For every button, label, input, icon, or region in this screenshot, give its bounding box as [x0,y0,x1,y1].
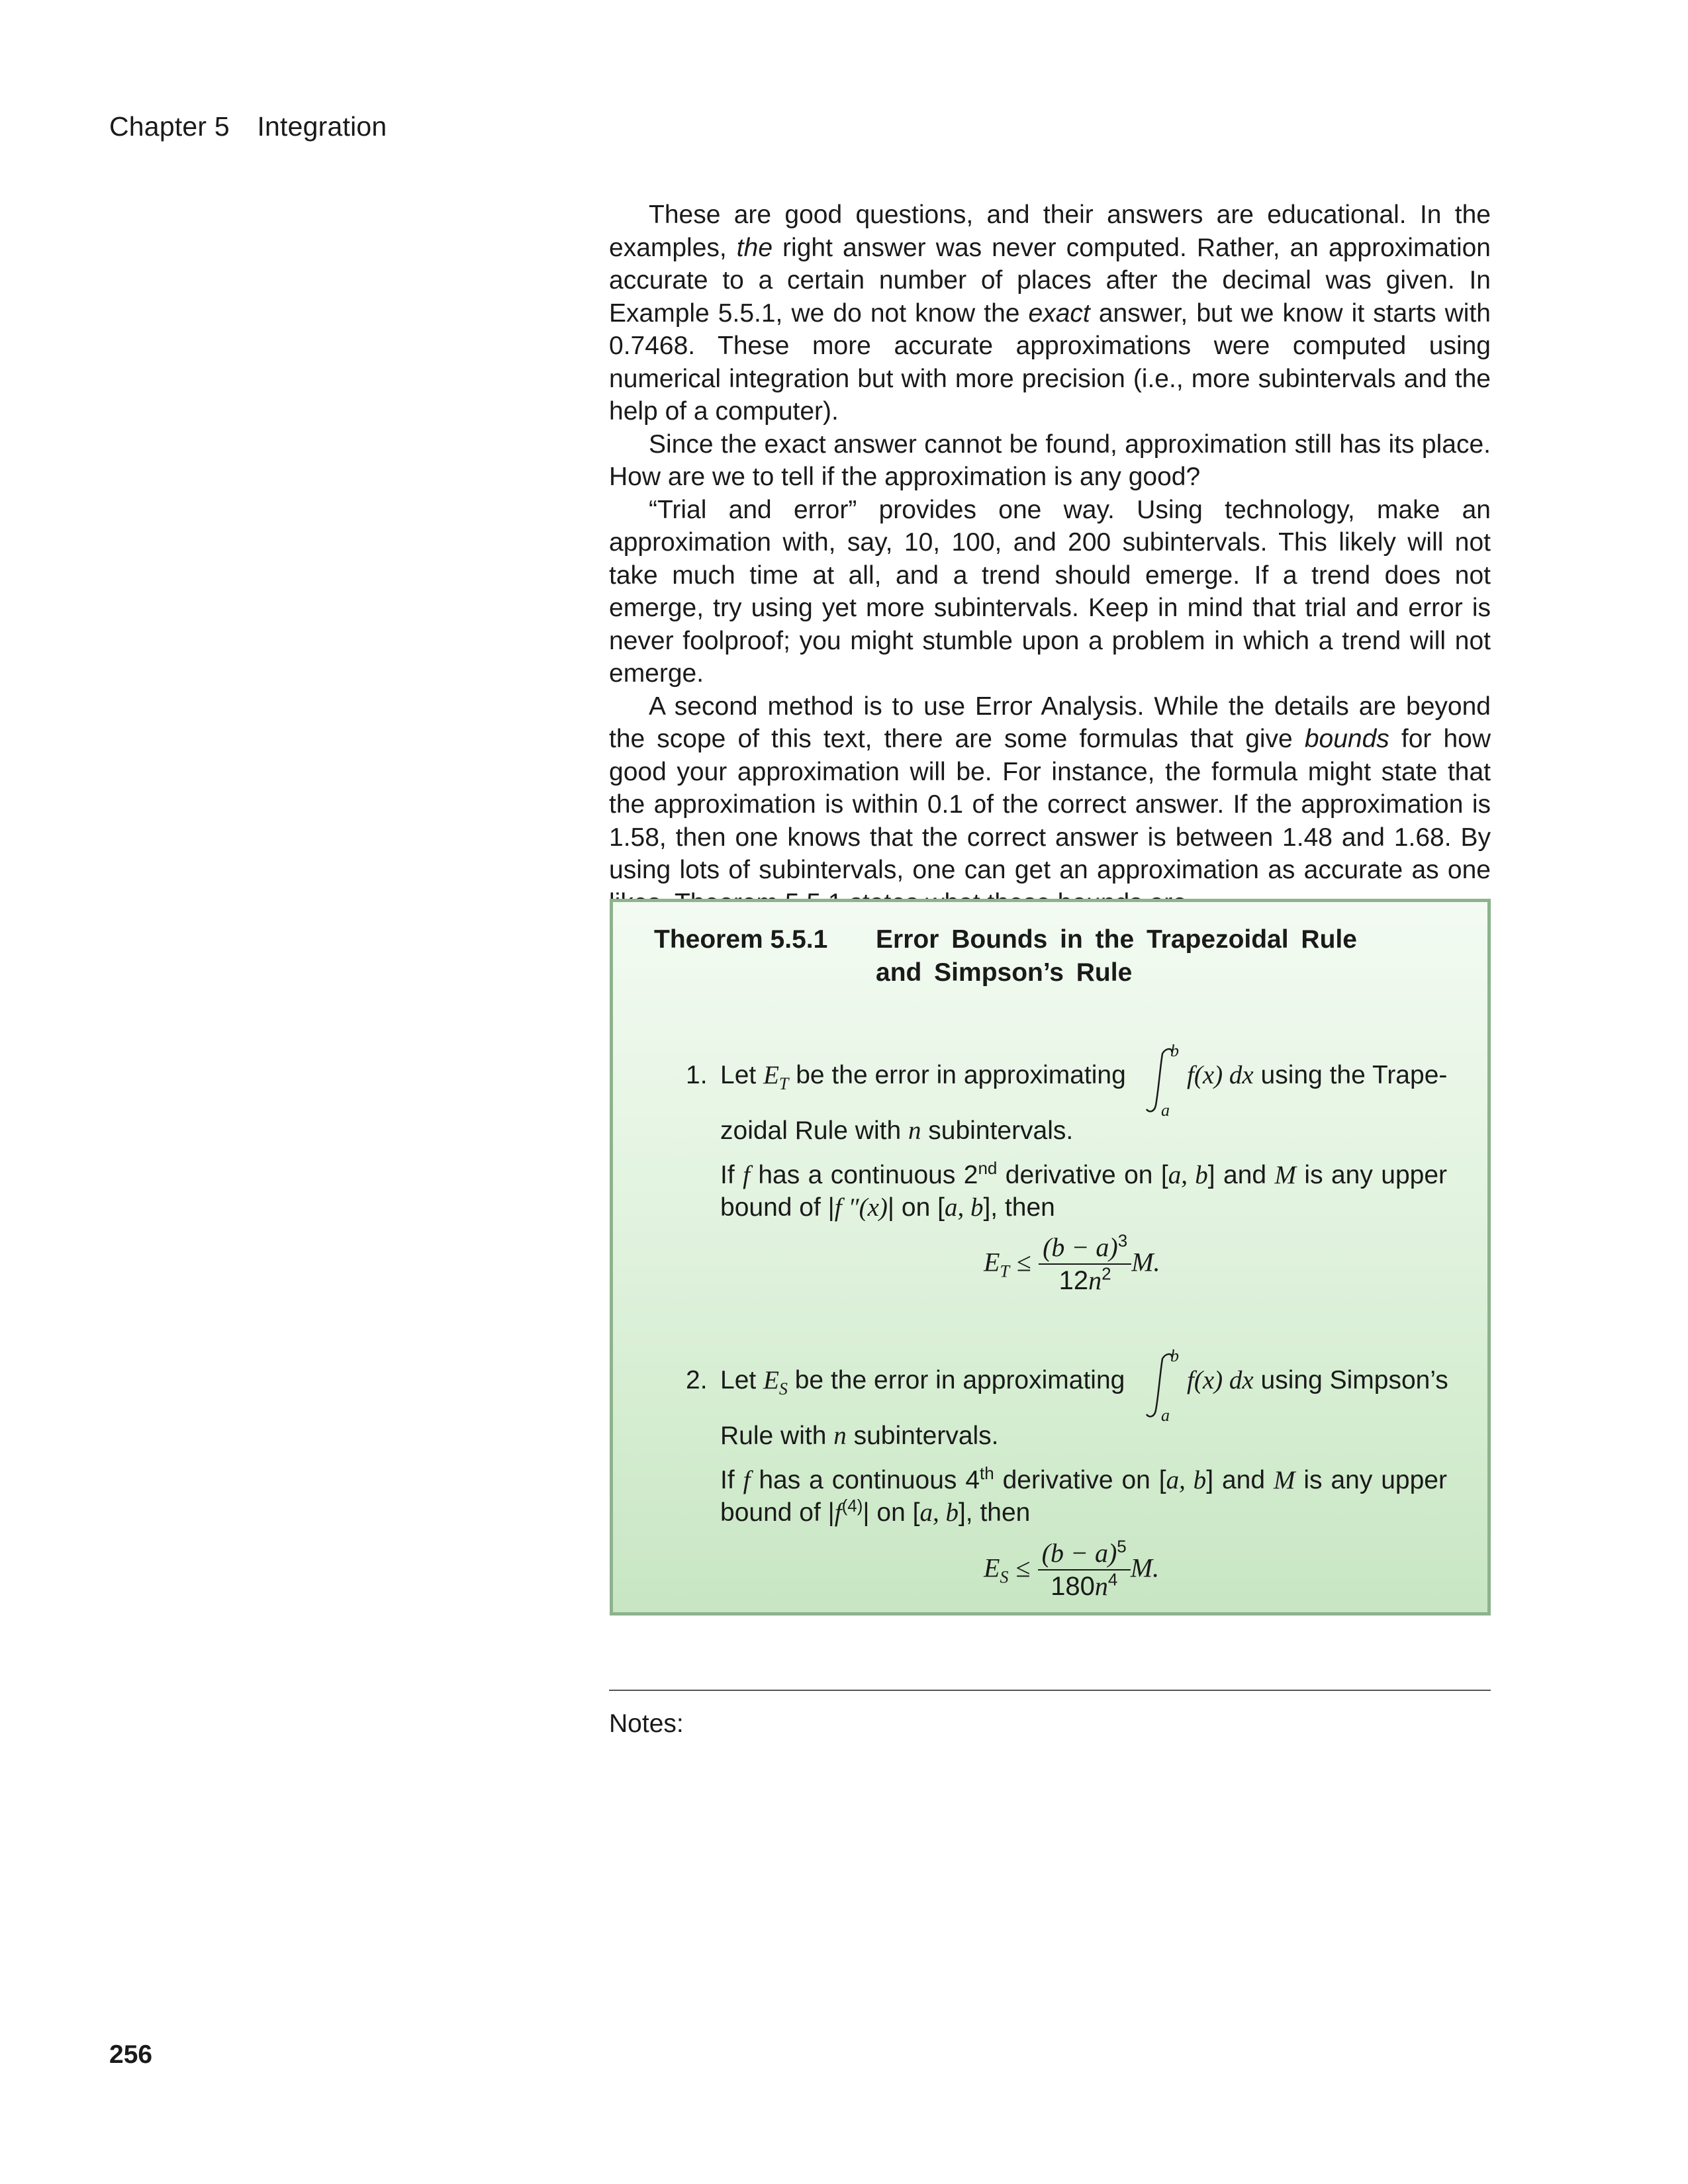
formula-numerator [1038,1537,1131,1570]
cond-m: M [1273,1466,1295,1494]
continuation-a: zoidal Rule with [720,1116,908,1145]
body-text [609,199,1491,919]
numerator-base: (b − a) [1043,1232,1118,1262]
post-integral-text [1187,1364,1448,1396]
theorem-title: Error Bounds in the Trapezoidal Rule and Simpson’s Rule [876,925,1357,987]
denominator-coefficient: 180 [1051,1572,1095,1601]
notes-label: Notes: [609,1709,684,1738]
cond-derivative-order: (4) [841,1496,863,1516]
paragraph-1-emphasis-the: the [736,233,773,262]
pre-integral-text: be the error in approximating [796,1061,1126,1089]
cond-g: ], then [958,1498,1031,1527]
paragraph-1 [609,199,1491,428]
cond-c: derivative on [ [997,1161,1168,1189]
post-integral-words: using the Trape- [1260,1061,1448,1089]
chapter-label: Chapter 5 [109,111,230,142]
numerator-exponent: 5 [1117,1536,1127,1557]
denominator-coefficient: 12 [1058,1266,1089,1295]
cond-e: is any upper bound of | [720,1466,1447,1527]
continuation-line [720,1420,1447,1452]
denominator-variable: n [1088,1265,1102,1295]
post-integral-text [1187,1059,1447,1091]
continuation-a: Rule with [720,1422,834,1450]
cond-g: ], then [983,1193,1055,1222]
paragraph-4-text-b: for how good your approximation will be. For instance, the formula might state that the approximation is within 0.1 of the correct answer. If the approximation is 1.58, then one knows that the correct answer is between 1.48 and 1.68. By using lots of subintervals, one can get an approximation as accurate as one [609,725,1491,884]
formula-numerator [1039,1232,1131,1265]
cond-e: is any upper bound of | [720,1161,1447,1222]
numerator-exponent: 3 [1117,1230,1128,1251]
denominator-variable: n [1094,1571,1108,1601]
page-number: 256 [109,2040,153,2069]
cond-a: If [720,1466,743,1494]
cond-f2: | on [ [863,1498,920,1527]
integral-upper-limit: b [1170,1044,1179,1060]
trapezoidal-error-formula [984,1232,1160,1297]
continuation-line [720,1115,1447,1147]
running-header [109,111,387,142]
cond-b: has a continuous 4 [750,1466,980,1494]
theorem-box [610,899,1491,1615]
formula-tail: M. [1131,1247,1160,1277]
cond-d: ] and [1207,1161,1275,1189]
formula-lhs-subscript: T [1000,1261,1009,1281]
integral-lower-limit: a [1161,1406,1170,1424]
cond-d: ] and [1206,1466,1274,1494]
formula-lhs: E [984,1247,1000,1277]
cond-interval: a, b [1166,1466,1207,1494]
integral-lower-limit: a [1161,1101,1170,1118]
condition-text [720,1159,1447,1224]
let-word: Let [720,1061,757,1089]
cond-a: If [720,1161,743,1189]
cond-f: f [743,1161,750,1189]
formula-leq: ≤ [1015,1553,1031,1583]
numerator-base: (b − a) [1041,1538,1117,1568]
formula-tail: M. [1130,1553,1160,1583]
cond-ordinal: nd [978,1158,998,1178]
chapter-title: Integration [257,111,387,142]
integrand: f(x) dx [1187,1366,1254,1394]
paragraph-1-text-a: These are good questions, and their answers are educational. In the examples, [609,201,1491,262]
pre-integral-text: be the error in approximating [794,1366,1125,1394]
error-symbol: E [763,1061,779,1089]
paragraph-1-text-c: answer, but we know it starts with 0.7468. These more accurate approximations were computed using numerical integration but with more precision (i.e., more subintervals and the help of a computer). [609,298,1491,426]
continuation-b: subintervals. [921,1116,1074,1145]
integrand: f(x) dx [1187,1061,1254,1089]
integral-line [720,1349,1448,1424]
continuation-b: subintervals. [846,1422,999,1450]
let-word: Let [720,1366,757,1394]
formula-denominator [1038,1570,1131,1602]
cond-c: derivative on [ [994,1466,1166,1494]
item-content [720,1349,1447,1529]
paragraph-1-text-b: right answer was never computed. Rather, an approximation accurate to a certain number of places after the decimal was given. In Example 5.5.1, we do not know the [609,233,1491,328]
variable-n: n [908,1116,921,1145]
integral-sign-icon [1137,1044,1184,1118]
error-subscript: S [778,1379,788,1398]
integral-upper-limit: b [1170,1349,1179,1365]
cond-interval: a, b [1168,1161,1208,1189]
cond-f2: | on [ [887,1193,945,1222]
paragraph-4-emphasis-bounds: bounds [1304,725,1389,753]
paragraph-1-emphasis-exact: exact [1028,298,1090,328]
cond-ordinal: th [980,1463,994,1483]
paragraph-2: Since the exact answer cannot be found, approximation still has its place. How are we to tell if the approximation is any good? [609,430,1491,491]
denominator-exponent: 2 [1102,1263,1111,1284]
item-lead-text [720,1364,1125,1396]
cond-interval-2: a, b [919,1498,959,1527]
formula-lhs: E [984,1553,1000,1583]
item-number: 2. [686,1366,708,1394]
item-content [720,1044,1447,1224]
formula-fraction [1038,1537,1131,1602]
formula-leq: ≤ [1017,1247,1031,1277]
paragraph-3: “Trial and error” provides one way. Using technology, make an approximation with, say, 10, 100, and 200 subintervals. This likely will not take much time at all, and a trend should emerge. If a trend does not emerge, try using yet more subintervals. Keep in mind that trial and error is never foolproof; you might stumble upon a problem in which a trend will not emerge. [609,495,1491,688]
denominator-exponent: 4 [1107,1569,1118,1590]
error-subscript: T [778,1073,789,1093]
formula-fraction [1039,1232,1131,1297]
variable-n: n [833,1422,847,1450]
integral-line [720,1044,1448,1118]
paragraph-4-text-a: A second method is to use Error Analysis. While the details are beyond the scope of this text, there are some formulas that give [609,692,1491,753]
cond-interval-2: a, b [944,1193,984,1222]
item-lead-text [720,1059,1126,1091]
cond-m: M [1274,1161,1296,1189]
cond-derivative: f [834,1498,842,1527]
theorem-label: Theorem 5.5.1 [654,925,828,954]
notes-divider [609,1690,1491,1691]
cond-b: has a continuous 2 [749,1161,978,1189]
error-symbol: E [763,1366,779,1394]
cond-f: f [743,1466,751,1494]
paragraph-4 [609,690,1491,920]
condition-text [720,1464,1447,1529]
formula-denominator [1039,1265,1131,1297]
integral-sign-icon [1137,1349,1184,1424]
simpson-error-formula [984,1537,1159,1602]
formula-lhs-subscript: S [1000,1567,1009,1587]
item-number: 1. [686,1061,708,1089]
post-integral-words: using Simpson’s [1260,1366,1448,1394]
cond-derivative: f ″(x) [834,1193,888,1222]
